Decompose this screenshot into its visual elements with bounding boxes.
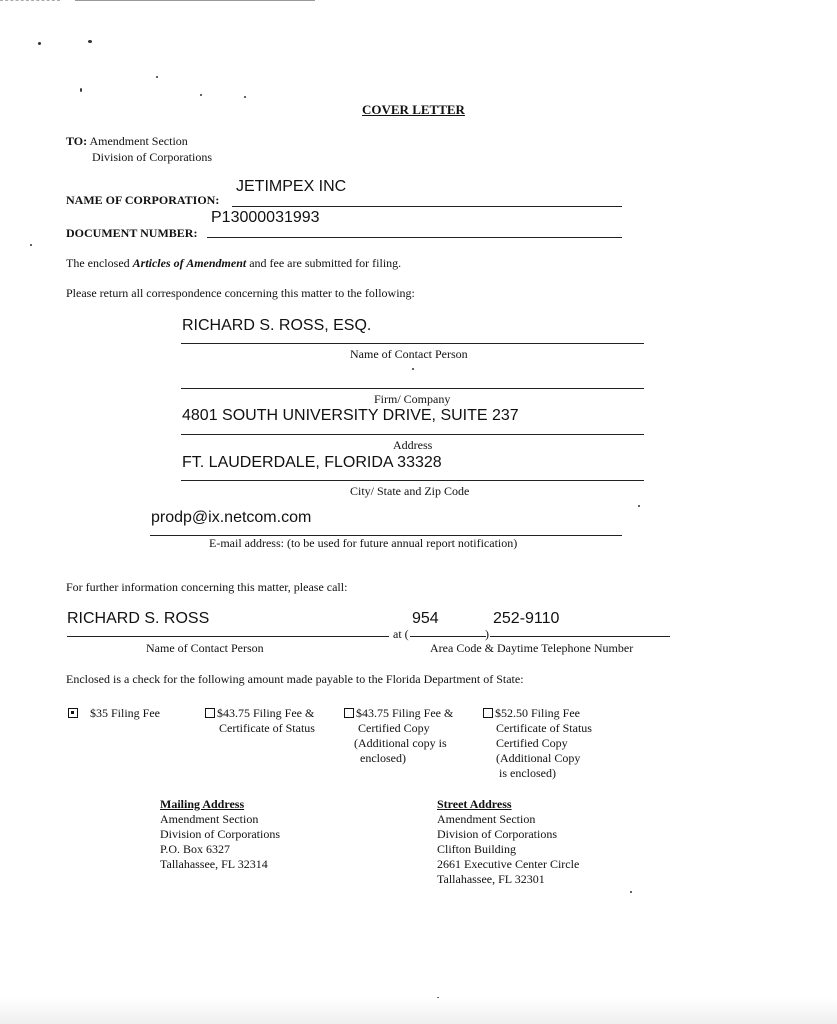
scan-speck	[412, 368, 414, 370]
scan-speck	[630, 891, 632, 893]
mailing-address-heading: Mailing Address	[160, 797, 245, 811]
address-underline	[181, 434, 644, 435]
scan-speck	[638, 505, 640, 507]
scan-top-edge	[0, 0, 837, 2]
at-label: at (	[393, 627, 409, 641]
phone-label: Area Code & Daytime Telephone Number	[430, 641, 634, 655]
enclosed-statement	[66, 256, 401, 271]
to-label: TO:	[66, 134, 88, 148]
fee-option-2[interactable]	[205, 706, 315, 736]
phone-number-underline	[490, 636, 670, 637]
fee-option-4-line-3: Certified Copy	[496, 736, 568, 750]
scan-speck	[80, 88, 82, 92]
page-title: COVER LETTER	[362, 102, 465, 117]
street-address-heading: Street Address	[437, 797, 512, 811]
document-number-underline	[207, 237, 622, 238]
street-line: 2661 Executive Center Circle	[437, 857, 580, 871]
further-info-text: For further information concerning this matter, please call:	[66, 580, 348, 594]
phone-contact-name-value: RICHARD S. ROSS	[67, 610, 210, 627]
fee-option-4-line-5: is enclosed)	[499, 766, 556, 780]
area-code-underline	[410, 636, 486, 637]
fee-option-3-line-4: enclosed)	[360, 751, 406, 765]
street-line: Tallahassee, FL 32301	[437, 872, 545, 886]
corporation-value: JETIMPEX INC	[236, 178, 347, 195]
return-instruction: Please return all correspondence concerning this matter to the following:	[66, 286, 415, 300]
scan-speck	[88, 40, 92, 43]
fee-option-3-line-1: $43.75 Filing Fee &	[356, 706, 454, 720]
street-line: Division of Corporations	[437, 827, 557, 841]
fee-option-4-line-4: (Additional Copy	[496, 751, 581, 765]
fee-option-4-line-2: Certificate of Status	[496, 721, 592, 735]
to-line-1: Amendment Section	[89, 134, 188, 148]
enclosed-prefix: The enclosed	[66, 256, 133, 270]
scan-bottom-shadow	[0, 998, 837, 1024]
scan-speck	[38, 42, 41, 45]
street-line: Clifton Building	[437, 842, 517, 856]
firm-underline	[181, 388, 644, 389]
scan-speck	[244, 96, 246, 98]
email-value: prodp@ix.netcom.com	[151, 509, 312, 526]
fee-checkbox-unchecked[interactable]	[205, 708, 215, 718]
fee-option-3[interactable]	[344, 706, 453, 766]
fee-checkbox-unchecked[interactable]	[344, 708, 354, 718]
fee-option-2-line-1: $43.75 Filing Fee &	[217, 706, 315, 720]
to-block	[66, 133, 212, 165]
contact-name-value: RICHARD S. ROSS, ESQ.	[182, 317, 372, 334]
email-label: E-mail address: (to be used for future annual report notification)	[209, 536, 518, 550]
phone-number-value: 252-9110	[493, 610, 560, 627]
corporation-label: NAME OF CORPORATION:	[66, 193, 220, 207]
street-address	[437, 797, 579, 887]
fee-option-3-line-3: (Additional copy is	[354, 736, 447, 750]
enclosed-emphasis: Articles of Amendment	[132, 256, 247, 270]
fee-option-4-line-1: $52.50 Filing Fee	[495, 706, 581, 720]
firm-label: Firm/ Company	[374, 392, 451, 406]
mailing-line: Tallahassee, FL 32314	[160, 857, 268, 871]
mailing-line: Amendment Section	[160, 812, 259, 826]
scan-speck	[30, 244, 32, 246]
enclosed-suffix: and fee are submitted for filing.	[246, 256, 402, 270]
contact-name-label: Name of Contact Person	[350, 347, 468, 361]
contact-name-underline	[181, 343, 644, 344]
check-payment-text: Enclosed is a check for the following amount made payable to the Florida Department of State:	[66, 672, 524, 686]
address-value: 4801 SOUTH UNIVERSITY DRIVE, SUITE 237	[182, 407, 519, 424]
scan-speck	[156, 76, 158, 78]
document-number-label: DOCUMENT NUMBER:	[66, 226, 198, 240]
area-code-value: 954	[412, 610, 439, 627]
to-line-2: Division of Corporations	[92, 150, 212, 164]
mailing-line: P.O. Box 6327	[160, 842, 231, 856]
fee-option-1-line-1: $35 Filing Fee	[90, 706, 161, 720]
city-label: City/ State and Zip Code	[350, 484, 470, 498]
city-underline	[181, 480, 644, 481]
mailing-address	[160, 797, 280, 872]
city-value: FT. LAUDERDALE, FLORIDA 33328	[182, 454, 442, 471]
street-line: Amendment Section	[437, 812, 536, 826]
fee-option-1[interactable]	[68, 706, 160, 721]
address-label: Address	[393, 438, 433, 452]
document-number-value: P13000031993	[211, 209, 320, 226]
fee-checkbox-checked[interactable]	[68, 708, 78, 718]
phone-contact-name-label: Name of Contact Person	[146, 641, 264, 655]
scan-speck	[200, 94, 202, 96]
phone-contact-name-underline	[67, 636, 389, 637]
mailing-line: Division of Corporations	[160, 827, 280, 841]
fee-option-2-line-2: Certificate of Status	[219, 721, 315, 735]
fee-option-3-line-2: Certified Copy	[358, 721, 430, 735]
fee-option-4[interactable]	[483, 706, 592, 781]
close-paren: )	[485, 627, 489, 641]
corporation-underline	[232, 206, 622, 207]
fee-checkbox-unchecked[interactable]	[483, 708, 493, 718]
